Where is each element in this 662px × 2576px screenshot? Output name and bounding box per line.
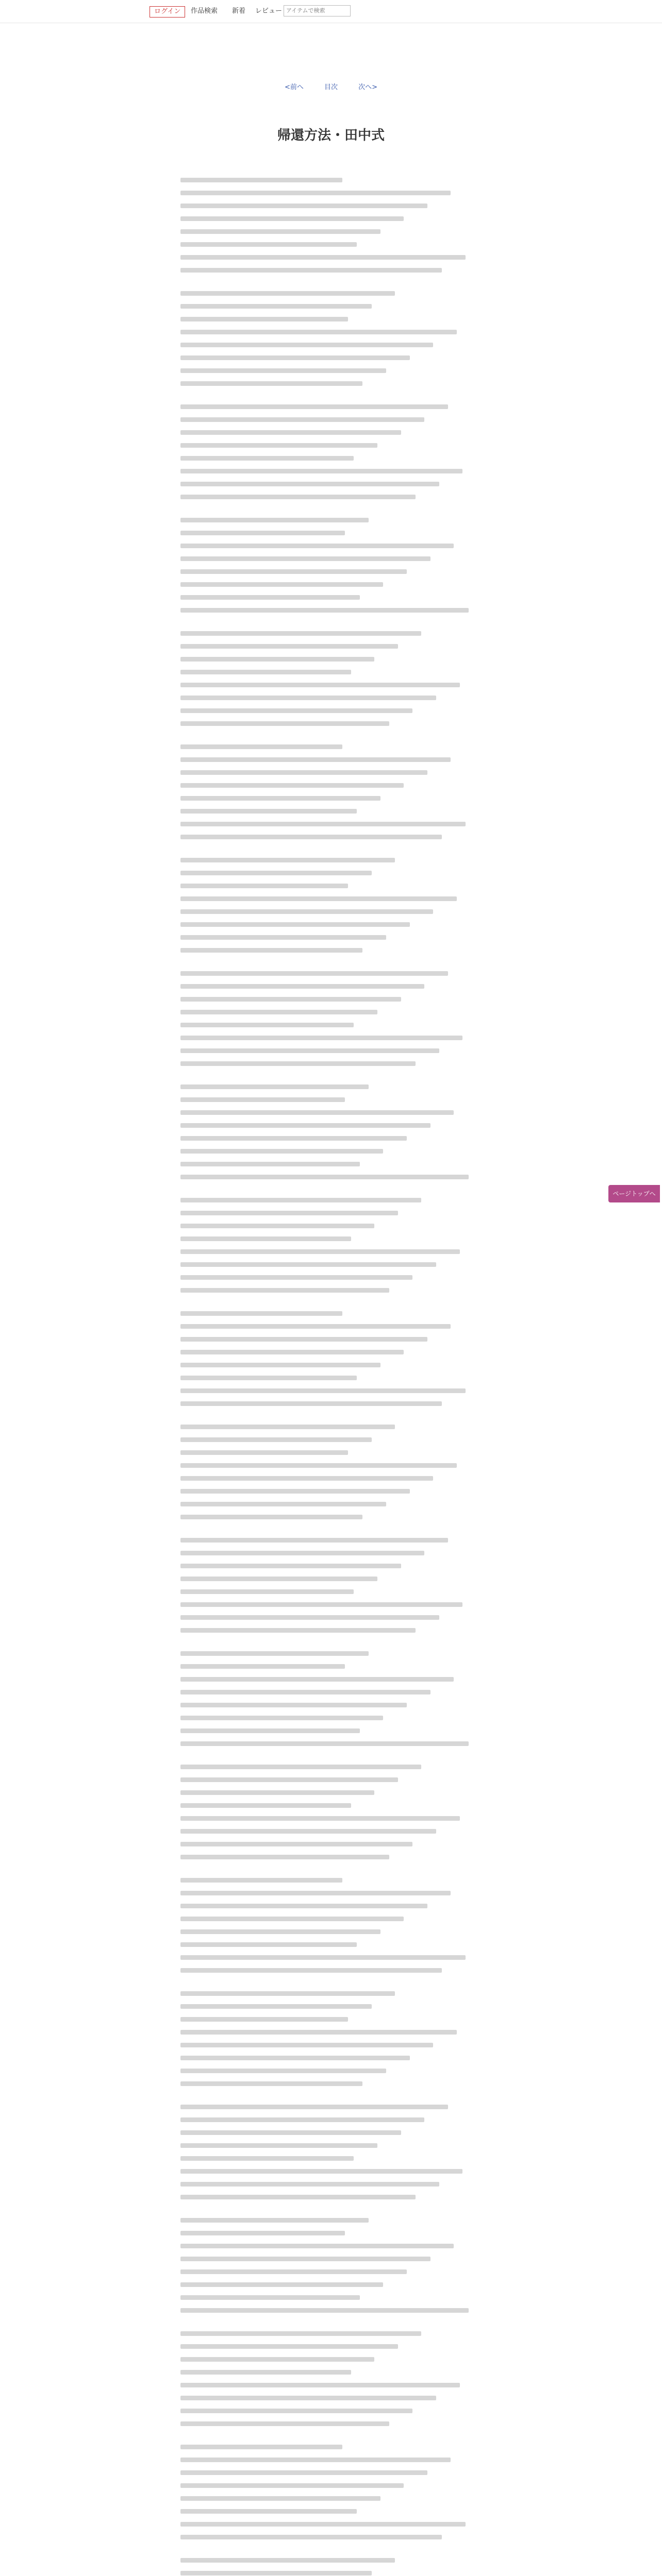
body-text-line xyxy=(180,1942,357,1947)
body-text-line xyxy=(180,2409,412,2413)
body-text-line xyxy=(180,1551,424,1555)
body-text-line xyxy=(180,2522,466,2527)
body-text-line xyxy=(180,1929,380,1934)
body-text-line xyxy=(180,229,380,234)
prev-chapter-link[interactable]: <前へ xyxy=(284,83,304,91)
paragraph-gap xyxy=(180,1414,474,1425)
body-text-line xyxy=(180,997,401,1002)
body-text-line xyxy=(180,1463,457,1468)
body-text-line xyxy=(180,1790,374,1795)
paragraph-gap xyxy=(180,2434,474,2445)
body-text-line xyxy=(180,2130,401,2135)
paragraph-gap xyxy=(180,281,474,291)
body-text-line xyxy=(180,1097,345,1102)
body-text-line xyxy=(180,670,351,674)
body-text-line xyxy=(180,2396,436,2400)
body-text-line xyxy=(180,1891,451,1895)
body-text-line xyxy=(180,770,427,775)
body-text-line xyxy=(180,1765,421,1769)
body-text-line xyxy=(180,2483,404,2488)
body-text-line xyxy=(180,1084,369,1089)
body-text-line xyxy=(180,2344,398,2349)
paragraph-gap xyxy=(180,1754,474,1765)
body-text-line xyxy=(180,216,404,221)
body-text-line xyxy=(180,531,345,535)
body-text-line xyxy=(180,2105,448,2109)
body-text-line xyxy=(180,1615,439,1620)
body-text-line xyxy=(180,1401,442,1406)
body-text-line xyxy=(180,2257,431,2261)
body-text-line xyxy=(180,757,451,762)
body-text-line xyxy=(180,1023,354,1027)
body-text-line xyxy=(180,2169,462,2174)
body-text-line xyxy=(180,456,354,461)
body-text-line xyxy=(180,809,357,814)
body-text-line xyxy=(180,2470,427,2475)
body-text-line xyxy=(180,317,348,321)
body-text-line xyxy=(180,2195,416,2199)
body-text-line xyxy=(180,1211,398,1215)
body-text-line xyxy=(180,2004,372,2009)
body-text-line xyxy=(180,1249,460,1254)
body-text-line xyxy=(180,909,433,914)
body-text-line xyxy=(180,518,369,522)
body-text-line xyxy=(180,1061,416,1066)
body-text-line xyxy=(180,443,377,448)
body-text-line xyxy=(180,2043,433,2047)
paragraph-gap xyxy=(180,1074,474,1084)
body-text-line xyxy=(180,2496,380,2501)
body-text-line xyxy=(180,1741,469,1746)
body-text-line xyxy=(180,2509,357,2514)
body-text-line xyxy=(180,1350,404,1354)
body-text-line xyxy=(180,935,386,940)
body-text-line xyxy=(180,469,462,473)
paragraph-gap xyxy=(180,734,474,744)
body-text-line xyxy=(180,631,421,636)
body-text-line xyxy=(180,2535,442,2539)
paragraph-gap xyxy=(180,848,474,858)
body-text-line xyxy=(180,835,442,839)
body-text-line xyxy=(180,1123,431,1128)
body-text-line xyxy=(180,2357,374,2362)
body-text-line xyxy=(180,1136,407,1141)
chapter-body xyxy=(180,178,474,2576)
body-text-line xyxy=(180,971,448,976)
body-text-line xyxy=(180,683,460,687)
body-text-line xyxy=(180,2244,454,2248)
body-text-line xyxy=(180,1262,436,1267)
paragraph-gap xyxy=(180,1528,474,1538)
body-text-line xyxy=(180,657,374,662)
next-chapter-link[interactable]: 次へ> xyxy=(358,83,378,91)
body-text-line xyxy=(180,582,383,587)
body-text-line xyxy=(180,2331,421,2336)
body-text-line xyxy=(180,330,457,334)
body-text-line xyxy=(180,1564,401,1568)
body-text-line xyxy=(180,1450,348,1455)
body-text-line xyxy=(180,2143,377,2148)
body-text-line xyxy=(180,1538,448,1543)
body-text-line xyxy=(180,1476,433,1481)
body-text-line xyxy=(180,2445,342,2449)
body-text-line xyxy=(180,1728,360,1733)
body-text-line xyxy=(180,268,442,273)
body-text-line xyxy=(180,2056,410,2060)
body-text-line xyxy=(180,556,431,561)
body-text-line xyxy=(180,1829,436,1834)
body-text-line xyxy=(180,2156,354,2161)
body-text-line xyxy=(180,1991,395,1996)
body-text-line xyxy=(180,1337,427,1342)
nav-review[interactable]: レビュー xyxy=(255,7,283,15)
body-text-line xyxy=(180,696,436,700)
body-text-line xyxy=(180,1664,345,1669)
body-text-line xyxy=(180,1628,416,1633)
body-text-line xyxy=(180,796,380,801)
paragraph-gap xyxy=(180,2548,474,2558)
body-text-line xyxy=(180,2370,351,2375)
paragraph-gap xyxy=(180,2208,474,2218)
body-text-line xyxy=(180,871,372,875)
body-text-line xyxy=(180,2017,348,2022)
paragraph-gap xyxy=(180,2094,474,2105)
body-text-line xyxy=(180,2282,383,2287)
body-text-line xyxy=(180,1236,351,1241)
body-text-line xyxy=(180,404,448,409)
body-text-line xyxy=(180,2558,395,2563)
top-bar xyxy=(0,0,662,23)
body-text-line xyxy=(180,255,466,260)
body-text-line xyxy=(180,368,386,373)
body-text-line xyxy=(180,984,424,989)
paragraph-gap xyxy=(180,1981,474,1991)
body-text-line xyxy=(180,1010,377,1014)
body-text-line xyxy=(180,430,401,435)
body-text-line xyxy=(180,1855,389,1859)
body-text-line xyxy=(180,1149,383,1154)
paragraph-gap xyxy=(180,1641,474,1651)
body-text-line xyxy=(180,1288,389,1293)
body-text-line xyxy=(180,1955,466,1960)
body-text-line xyxy=(180,2421,389,2426)
paragraph-gap xyxy=(180,1188,474,1198)
body-text-line xyxy=(180,896,457,901)
body-text-line xyxy=(180,1703,407,1707)
body-text-line xyxy=(180,1198,421,1202)
body-text-line xyxy=(180,1515,362,1519)
paragraph-gap xyxy=(180,1301,474,1311)
body-text-line xyxy=(180,1437,372,1442)
body-text-line xyxy=(180,1224,374,1228)
body-text-line xyxy=(180,191,451,195)
table-of-contents-link[interactable]: 目次 xyxy=(324,83,338,91)
body-text-line xyxy=(180,291,395,296)
body-text-line xyxy=(180,1311,342,1316)
paragraph-gap xyxy=(180,621,474,631)
body-text-line xyxy=(180,1324,451,1329)
body-text-line xyxy=(180,2383,460,2387)
body-text-line xyxy=(180,721,389,726)
body-text-line xyxy=(180,644,398,649)
body-text-line xyxy=(180,1110,454,1115)
body-text-line xyxy=(180,1803,351,1808)
body-text-line xyxy=(180,744,342,749)
body-text-line xyxy=(180,1589,354,1594)
body-text-line xyxy=(180,355,410,360)
chapter-title: 帰還方法・田中式 xyxy=(277,128,385,144)
body-text-line xyxy=(180,608,469,613)
body-text-line xyxy=(180,1602,462,1607)
body-text-line xyxy=(180,304,372,309)
body-text-line xyxy=(180,1425,395,1429)
body-text-line xyxy=(180,822,466,826)
body-text-line xyxy=(180,1777,398,1782)
body-text-line xyxy=(180,2182,439,2187)
login-button[interactable]: ログイン xyxy=(150,6,185,18)
nav-new[interactable]: 新着 xyxy=(232,7,246,15)
body-text-line xyxy=(180,1842,412,1846)
body-text-line xyxy=(180,922,410,927)
paragraph-gap xyxy=(180,507,474,518)
body-text-line xyxy=(180,1275,412,1280)
body-text-line xyxy=(180,1376,357,1380)
body-text-line xyxy=(180,708,412,713)
body-text-line xyxy=(180,1677,454,1682)
body-text-line xyxy=(180,1690,431,1694)
chapter-navigation xyxy=(0,81,662,91)
body-text-line xyxy=(180,1388,466,1393)
body-text-line xyxy=(180,2117,424,2122)
body-text-line xyxy=(180,1716,383,1720)
body-text-line xyxy=(180,178,342,182)
body-text-line xyxy=(180,2269,407,2274)
paragraph-gap xyxy=(180,2321,474,2331)
body-text-line xyxy=(180,2295,360,2300)
body-text-line xyxy=(180,1917,404,1921)
nav-search-works[interactable]: 作品検索 xyxy=(191,7,218,15)
body-text-line xyxy=(180,1489,410,1494)
body-text-line xyxy=(180,495,416,499)
body-text-line xyxy=(180,1175,469,1179)
body-text-line xyxy=(180,1878,342,1883)
body-text-line xyxy=(180,417,424,422)
body-text-line xyxy=(180,1363,380,1367)
body-text-line xyxy=(180,884,348,888)
body-text-line xyxy=(180,948,362,953)
body-text-line xyxy=(180,482,439,486)
body-text-line xyxy=(180,381,362,386)
paragraph-gap xyxy=(180,394,474,404)
body-text-line xyxy=(180,595,360,600)
body-text-line xyxy=(180,2571,372,2575)
body-text-line xyxy=(180,2030,457,2035)
paragraph-gap xyxy=(180,961,474,971)
body-text-line xyxy=(180,2231,345,2235)
body-text-line xyxy=(180,783,404,788)
body-text-line xyxy=(180,2458,451,2462)
body-text-line xyxy=(180,1502,386,1506)
paragraph-gap xyxy=(180,1868,474,1878)
body-text-line xyxy=(180,343,433,347)
page-top-button[interactable]: ページトップへ xyxy=(608,1185,660,1202)
body-text-line xyxy=(180,1904,427,1908)
body-text-line xyxy=(180,1048,439,1053)
body-text-line xyxy=(180,1577,377,1581)
body-text-line xyxy=(180,204,427,208)
body-text-line xyxy=(180,2308,469,2313)
body-text-line xyxy=(180,2218,369,2223)
body-text-line xyxy=(180,2069,386,2073)
body-text-line xyxy=(180,2081,362,2086)
body-text-line xyxy=(180,1816,460,1821)
search-input[interactable] xyxy=(284,5,351,16)
body-text-line xyxy=(180,858,395,862)
body-text-line xyxy=(180,242,357,247)
body-text-line xyxy=(180,1651,369,1656)
body-text-line xyxy=(180,1968,442,1973)
body-text-line xyxy=(180,569,407,574)
body-text-line xyxy=(180,1162,360,1166)
body-text-line xyxy=(180,544,454,548)
body-text-line xyxy=(180,1036,462,1040)
